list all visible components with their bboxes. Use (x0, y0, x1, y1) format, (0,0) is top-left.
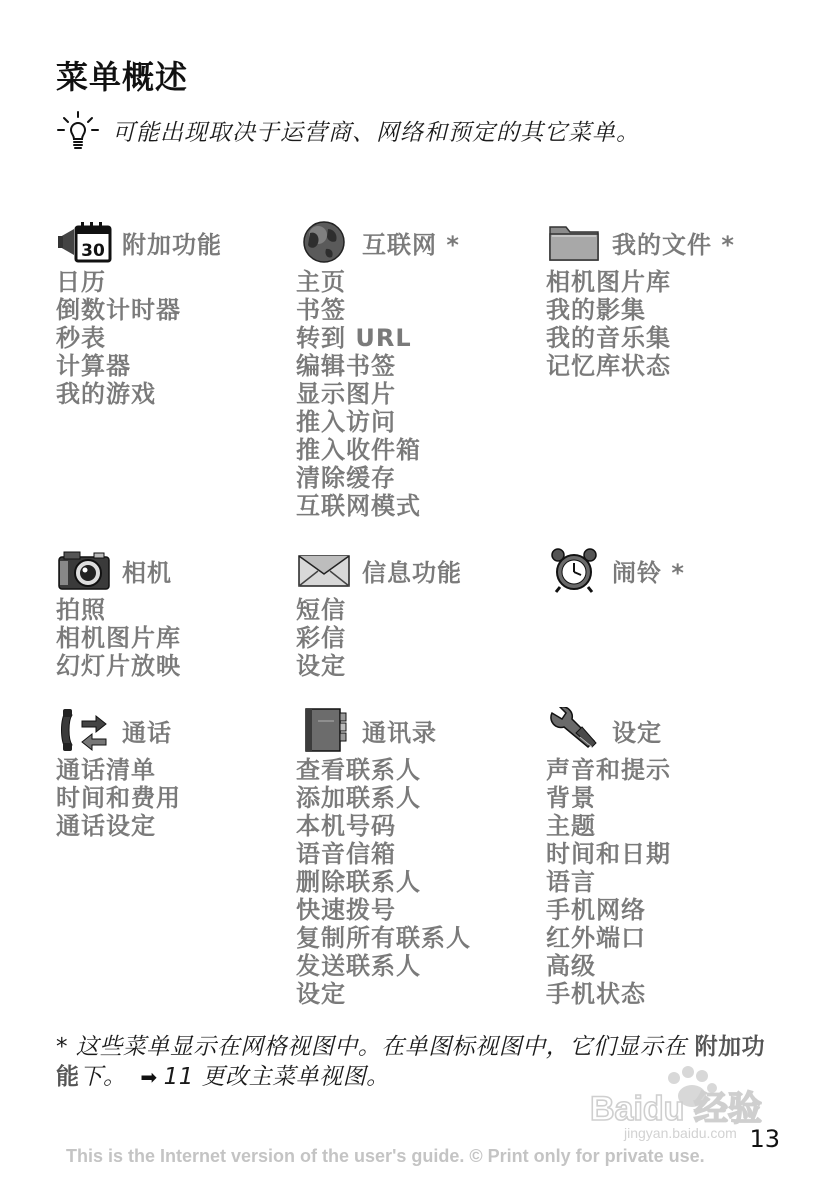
menu-item-time-and-date[interactable]: 时间和日期 (546, 840, 671, 868)
menu-item-call-list[interactable]: 通话清单 (56, 756, 156, 784)
menu-item-calculator[interactable]: 计算器 (56, 352, 131, 380)
section-contacts (296, 706, 541, 1008)
menu-item-call-settings[interactable]: 通话设定 (56, 812, 156, 840)
menu-item-send-contact[interactable]: 发送联系人 (296, 952, 421, 980)
section-camera (56, 546, 301, 680)
menu-item-copy-all-contacts[interactable]: 复制所有联系人 (296, 924, 471, 952)
menu-item-take-photo[interactable]: 拍照 (56, 596, 106, 624)
section-header[interactable] (546, 546, 791, 594)
menu-item-mms[interactable]: 彩信 (296, 624, 346, 652)
menu-item-phone-network[interactable]: 手机网络 (546, 896, 646, 924)
menu-item-phone-status[interactable]: 手机状态 (546, 980, 646, 1008)
menu-item-speed-dial[interactable]: 快速拨号 (296, 896, 396, 924)
section-internet (296, 218, 541, 520)
footnote-page-link[interactable]: 11 更改主菜单视图。 (163, 1064, 390, 1090)
menu-item-view-contacts[interactable]: 查看联系人 (296, 756, 421, 784)
section-my-files (546, 218, 791, 380)
menu-item-my-pictures[interactable]: 我的影集 (546, 296, 646, 324)
lightbulb-icon (56, 110, 100, 150)
camera-icon (56, 547, 112, 593)
menu-item-add-contact[interactable]: 添加联系人 (296, 784, 421, 812)
alarm-clock-icon (546, 547, 602, 593)
footnote-text-end: 下。 (79, 1064, 127, 1090)
menu-item-sms[interactable]: 短信 (296, 596, 346, 624)
menu-item-slideshow[interactable]: 幻灯片放映 (56, 652, 181, 680)
section-header[interactable] (56, 546, 301, 594)
menu-item-themes[interactable]: 主题 (546, 812, 596, 840)
section-header[interactable] (546, 706, 791, 754)
menu-item-contact-settings[interactable]: 设定 (296, 980, 346, 1008)
menu-item-bookmarks[interactable]: 书签 (296, 296, 346, 324)
menu-item-messaging-settings[interactable]: 设定 (296, 652, 346, 680)
footnote-text: * 这些菜单显示在网格视图中。在单图标视图中，它们显示在 (56, 1034, 687, 1060)
menu-item-advanced[interactable]: 高级 (546, 952, 596, 980)
section-messaging (296, 546, 541, 680)
watermark-url: jingyan.baidu.com (624, 1125, 737, 1141)
page-title: 菜单概述 (56, 58, 189, 96)
menu-item-internet-mode[interactable]: 互联网模式 (296, 492, 421, 520)
tip-text: 可能出现取决于运营商、网络和预定的其它菜单。 (112, 119, 640, 146)
arrow-right-icon: ➡ (140, 1065, 158, 1089)
section-alarms (546, 546, 791, 594)
section-title: 闹铃 * (612, 558, 685, 587)
calendar-megaphone-icon (56, 219, 112, 265)
menu-item-camera-album[interactable]: 相机图片库 (56, 624, 181, 652)
globe-icon (296, 219, 352, 265)
calendar-badge: 30 (81, 241, 105, 261)
menu-item-show-images[interactable]: 显示图片 (296, 380, 396, 408)
section-title: 附加功能 (122, 230, 222, 259)
section-title: 信息功能 (362, 558, 462, 587)
menu-item-countdown-timer[interactable]: 倒数计时器 (56, 296, 181, 324)
disclaimer: This is the Internet version of the user's guide. © Print only for private use. (66, 1146, 705, 1166)
menu-item-camera-album[interactable]: 相机图片库 (546, 268, 671, 296)
section-title: 我的文件 * (612, 230, 735, 259)
section-settings (546, 706, 791, 1008)
menu-item-sounds-and-alerts[interactable]: 声音和提示 (546, 756, 671, 784)
menu-item-my-games[interactable]: 我的游戏 (56, 380, 156, 408)
menu-item-homepage[interactable]: 主页 (296, 268, 346, 296)
folder-icon (546, 219, 602, 265)
menu-item-push-inbox[interactable]: 推入收件箱 (296, 436, 421, 464)
page-number: 13 (749, 1125, 780, 1153)
section-title: 互联网 * (362, 230, 460, 259)
footnote-menu-reference[interactable]: 附加功能 (56, 1034, 766, 1090)
menu-item-calendar[interactable]: 日历 (56, 268, 106, 296)
menu-item-time-and-cost[interactable]: 时间和费用 (56, 784, 181, 812)
section-title: 设定 (612, 718, 662, 747)
section-header[interactable] (296, 706, 541, 754)
menu-item-clear-cache[interactable]: 清除缓存 (296, 464, 396, 492)
phone-call-icon (56, 707, 112, 753)
envelope-icon (296, 547, 352, 593)
section-title: 通讯录 (362, 718, 437, 747)
menu-item-delete-contact[interactable]: 删除联系人 (296, 868, 421, 896)
menu-item-stopwatch[interactable]: 秒表 (56, 324, 106, 352)
menu-item-voicemail[interactable]: 语音信箱 (296, 840, 396, 868)
section-organizer (56, 218, 301, 408)
menu-item-background[interactable]: 背景 (546, 784, 596, 812)
menu-item-edit-bookmarks[interactable]: 编辑书签 (296, 352, 396, 380)
section-title: 相机 (122, 558, 172, 587)
watermark-text: Baidu 经验 (590, 1090, 762, 1128)
menu-item-my-number[interactable]: 本机号码 (296, 812, 396, 840)
section-header[interactable] (296, 546, 541, 594)
section-header[interactable] (296, 218, 541, 266)
menu-item-infrared-port[interactable]: 红外端口 (546, 924, 646, 952)
menu-item-my-music[interactable]: 我的音乐集 (546, 324, 671, 352)
menu-item-language[interactable]: 语言 (546, 868, 596, 896)
section-title: 通话 (122, 718, 172, 747)
section-header[interactable] (56, 218, 301, 266)
address-book-icon (296, 707, 352, 753)
section-calls (56, 706, 301, 840)
wrench-icon (546, 707, 602, 753)
menu-item-memory-status[interactable]: 记忆库状态 (546, 352, 671, 380)
menu-item-go-to-url[interactable]: 转到 URL (296, 324, 412, 352)
tip (56, 110, 640, 150)
section-header[interactable] (546, 218, 791, 266)
section-header[interactable] (56, 706, 301, 754)
menu-item-push-access[interactable]: 推入访问 (296, 408, 396, 436)
